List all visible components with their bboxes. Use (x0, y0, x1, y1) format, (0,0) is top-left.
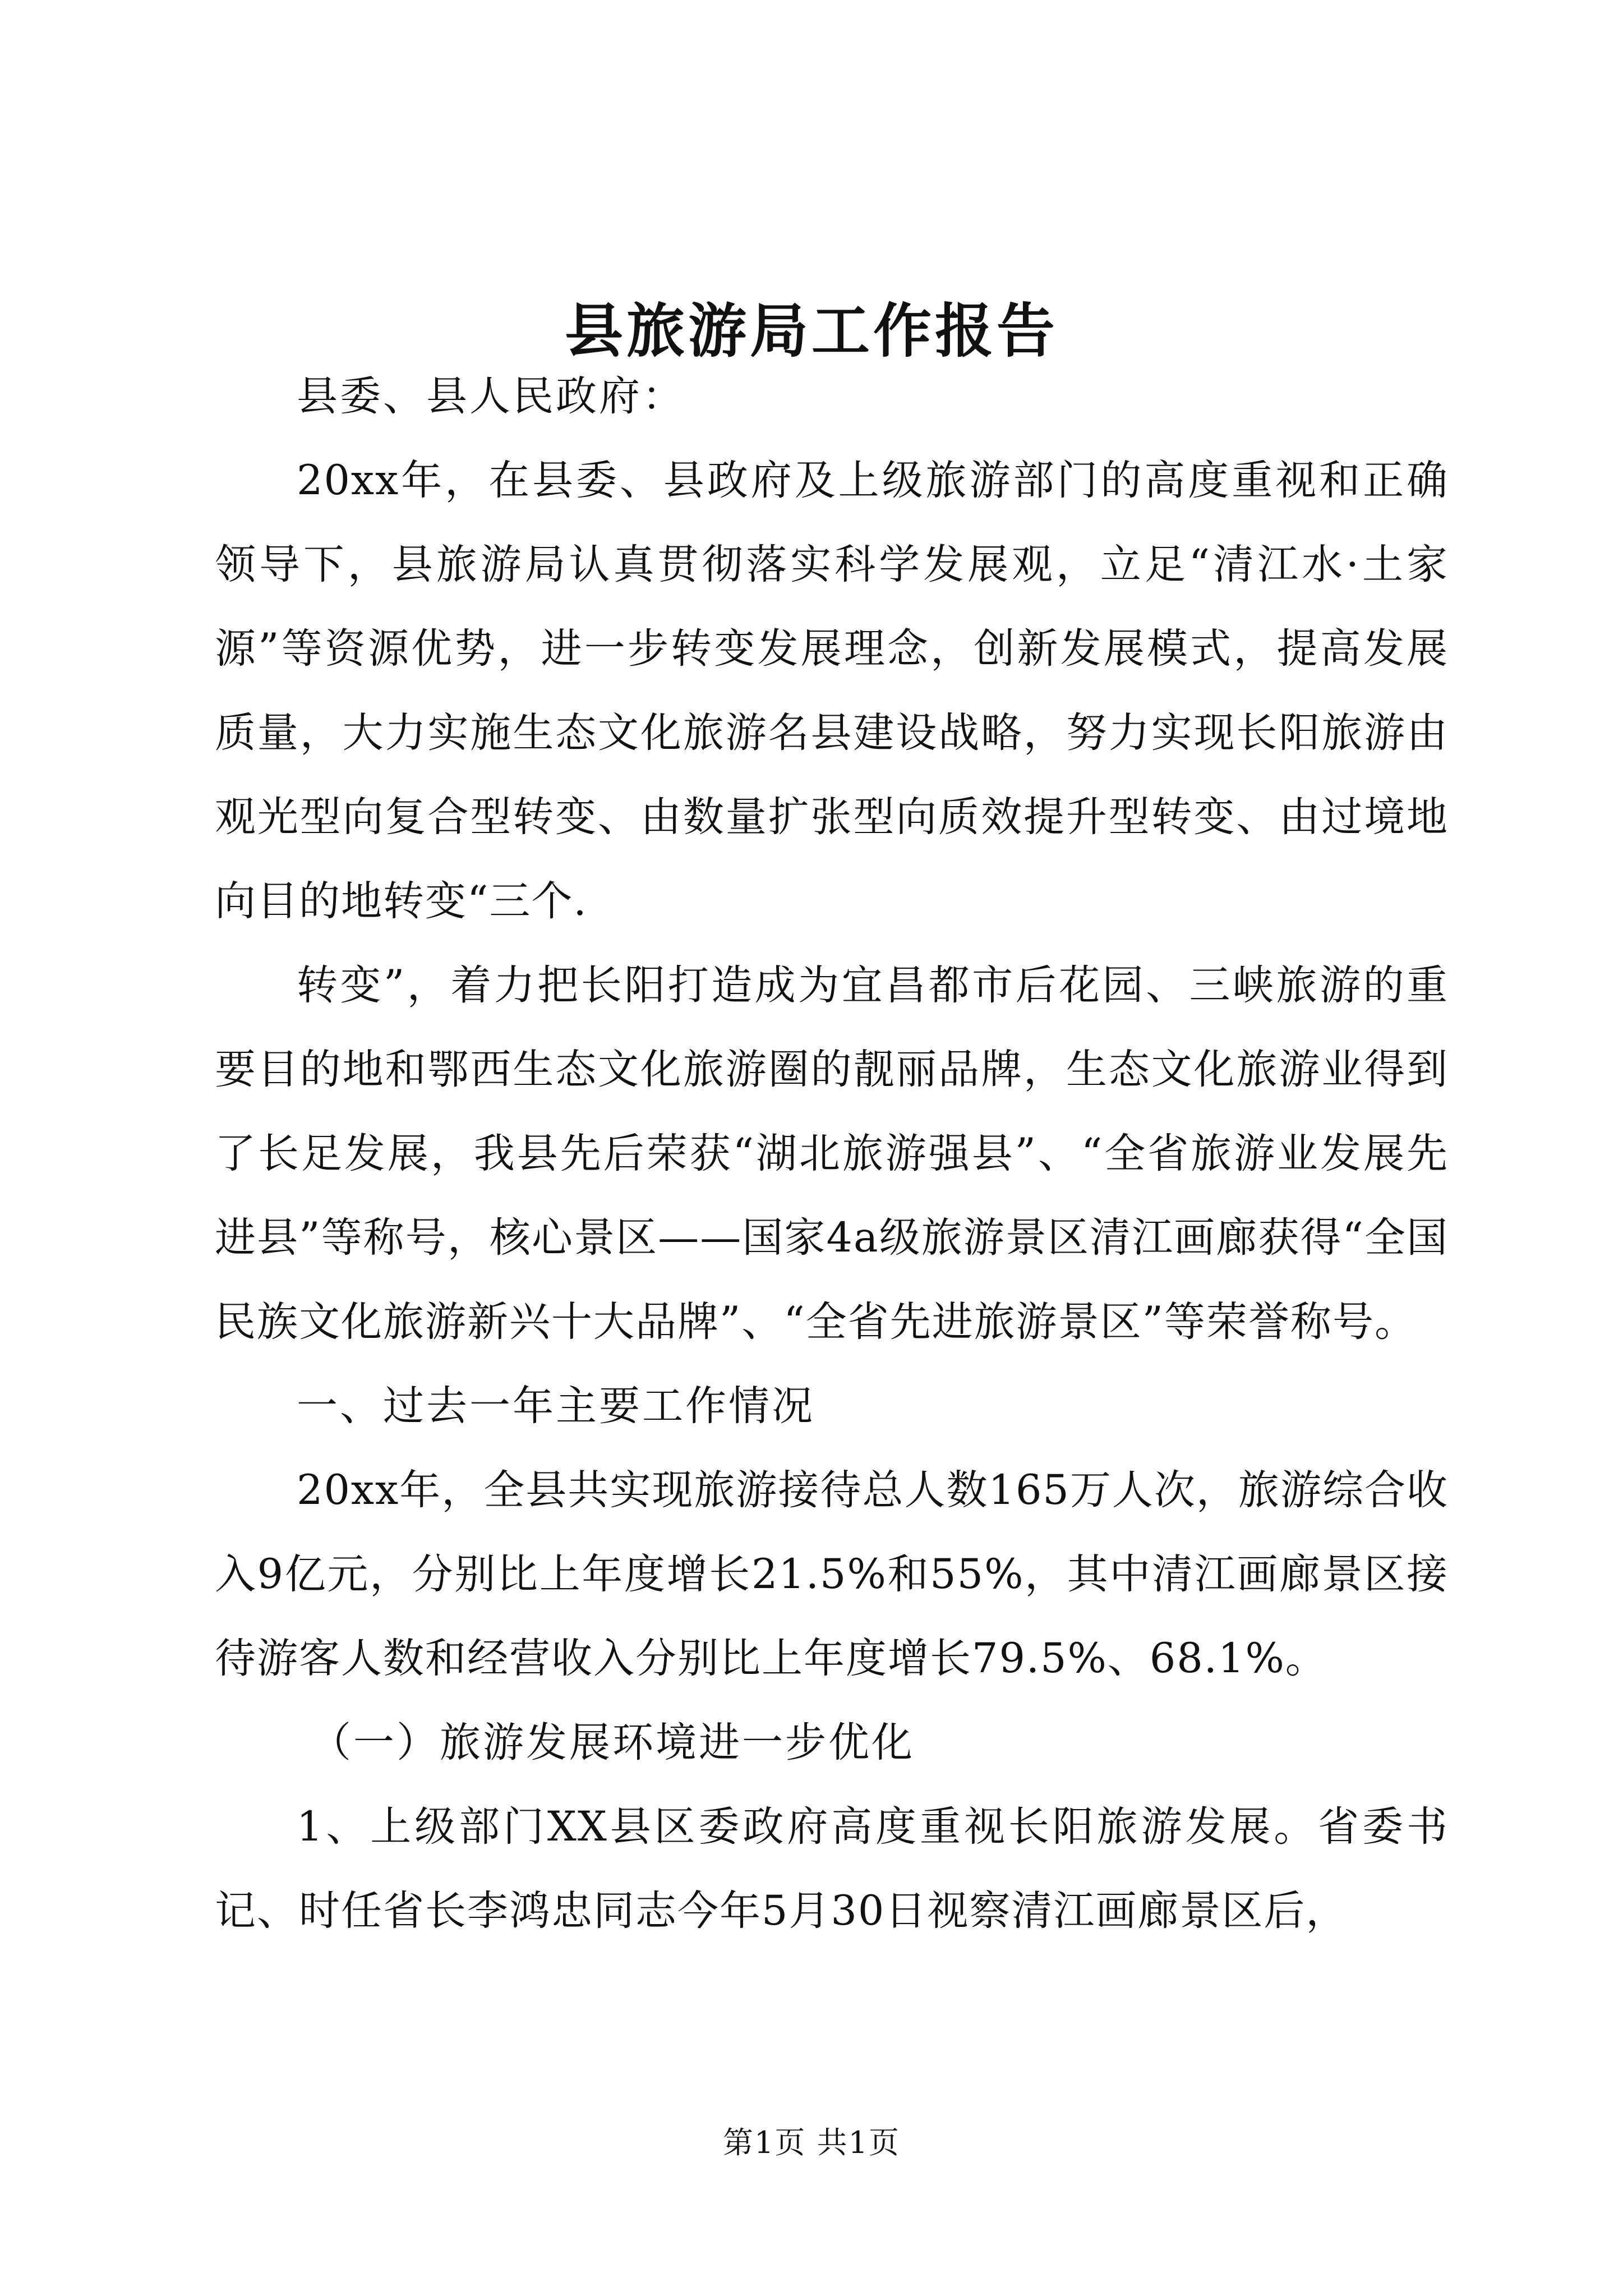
paragraph-intro: 20xx年，在县委、县政府及上级旅游部门的高度重视和正确领导下，县旅游局认真贯彻落实科学发展观，立足“清江水·土家源”等资源优势，进一步转变发展理念，创新发展模式，提高发展质量，大力实施生态文化旅游名县建设战略，努力实现长阳旅游由观光型向复合型转变、由数量扩张型向质效提升型转变、由过境地向目的地转变“三个. (215, 457, 1449, 925)
document-body (215, 355, 1449, 1953)
paragraph-achievements: 转变”，着力把长阳打造成为宜昌都市后花园、三峡旅游的重要目的地和鄂西生态文化旅游圈的靓丽品牌，生态文化旅游业得到了长足发展，我县先后荣获“湖北旅游强县”、“全省旅游业发展先进县”等称号，核心景区——国家4a级旅游景区清江画廊获得“全国民族文化旅游新兴十大品牌”、“全省先进旅游景区”等荣誉称号。 (215, 961, 1449, 1346)
page-number-footer: 第1页 共1页 (723, 2125, 900, 2160)
subsection-heading: （一）旅游发展环境进一步优化 (310, 1719, 915, 1766)
document-title: 县旅游局工作报告 (564, 296, 1058, 365)
salutation: 县委、县人民政府： (297, 372, 685, 420)
paragraph-item-1: 1、上级部门XX县区委政府高度重视长阳旅游发展。省委书记、时任省长李鸿忠同志今年5月30日视察清江画廊景区后， (215, 1803, 1449, 1935)
section-heading: 一、过去一年主要工作情况 (297, 1382, 815, 1430)
paragraph-statistics: 20xx年，全县共实现旅游接待总人数165万人次，旅游综合收入9亿元，分别比上年度增长21.5%和55%，其中清江画廊景区接待游客人数和经营收入分别比上年度增长79.5%、68.1%。 (215, 1466, 1449, 1682)
